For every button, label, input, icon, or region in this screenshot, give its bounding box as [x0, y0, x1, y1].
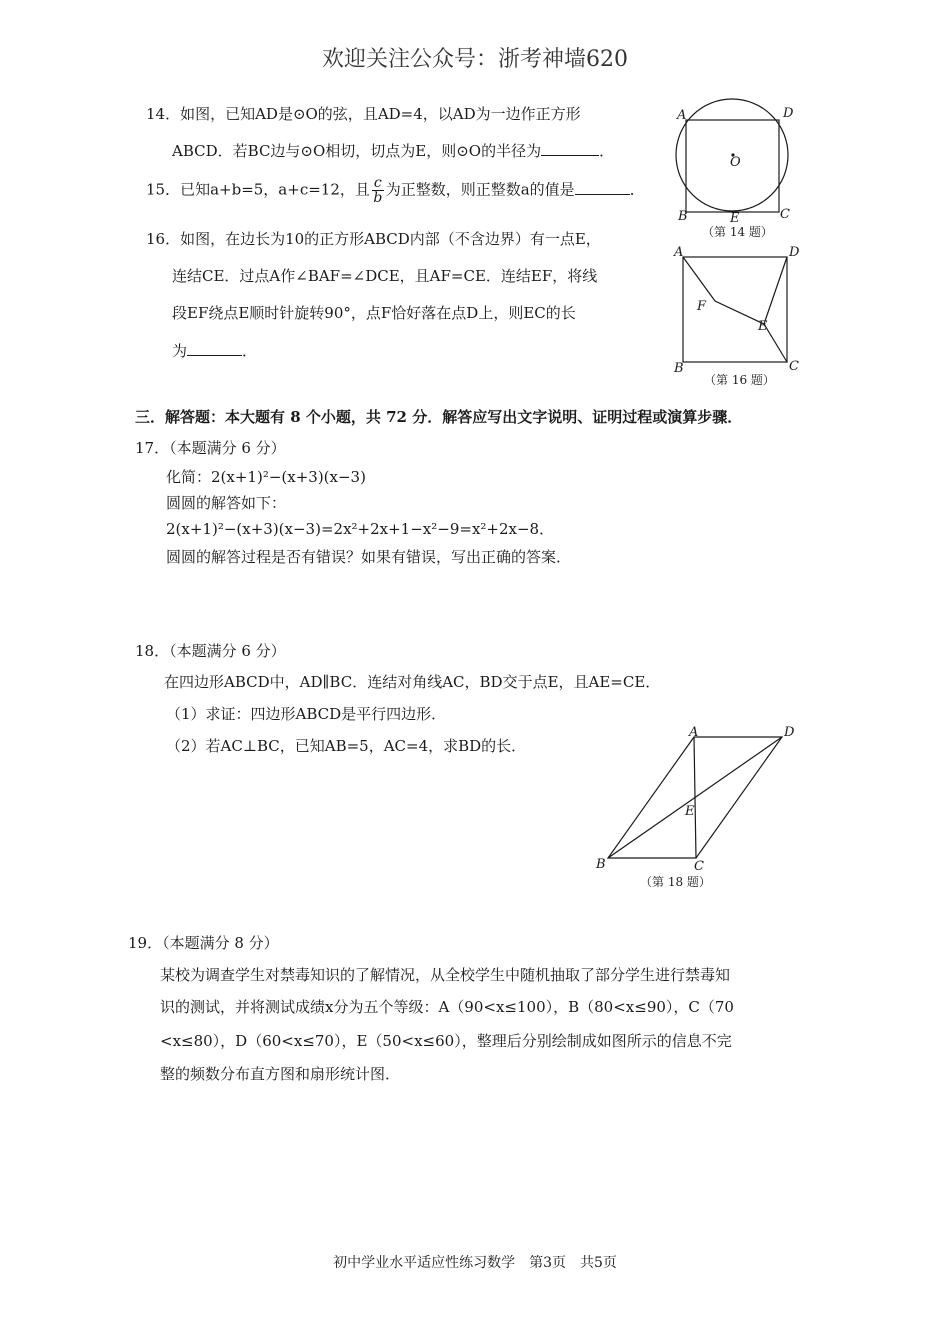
fig14-label-O: O: [730, 155, 741, 170]
fig18-caption: （第 18 题）: [640, 875, 711, 889]
q14-line2: [172, 140, 614, 161]
fig16-label-F: F: [697, 299, 707, 314]
fig16-label-B: B: [674, 361, 684, 376]
q15-answer-blank: [575, 179, 630, 195]
fig16-label-A: A: [674, 245, 684, 260]
figure-16: [668, 244, 808, 394]
q16-end: ．: [242, 342, 258, 360]
q19-line3: <x≤80），D（60<x≤70），E（50<x≤60），整理后分别绘制成如图所示的信息不完: [160, 1032, 732, 1050]
fig18-label-E: E: [685, 804, 695, 819]
fig18-label-D: D: [784, 725, 795, 740]
fig18-label-A: A: [689, 725, 699, 740]
q19-line1: 某校为调查学生对禁毒知识的了解情况，从全校学生中随机抽取了部分学生进行禁毒知: [160, 966, 731, 984]
q18-line1: 在四边形ABCD中，AD∥BC．连结对角线AC，BD交于点E，且AE=CE．: [164, 673, 661, 691]
fig14-label-B: B: [678, 209, 688, 224]
page-footer: 初中学业水平适应性练习数学 第3页 共5页: [333, 1255, 617, 1271]
figure-18: [590, 722, 800, 897]
section-3-heading: 三．解答题：本大题有 8 个小题，共 72 分．解答应写出文字说明、证明过程或演算步骤．: [135, 408, 743, 426]
q14-line2-text: ABCD．若BC边与⊙O相切，切点为E，则⊙O的半径为: [172, 142, 542, 160]
q15-fraction: [372, 176, 384, 205]
q17-line2: 圆圆的解答如下：: [166, 494, 287, 512]
fig14-caption: （第 14 题）: [702, 225, 773, 239]
q18-line2: （1）求证：四边形ABCD是平行四边形．: [166, 705, 447, 723]
q16-line2: 连结CE．过点A作∠BAF=∠DCE，且AF=CE．连结EF，将线: [172, 267, 598, 285]
fig14-label-E: E: [730, 211, 740, 226]
q17-title: 17．（本题满分 6 分）: [135, 439, 286, 457]
fig14-label-C: C: [780, 207, 790, 222]
q15-frac-den: b: [373, 190, 383, 206]
q15-post: 为正整数，则正整数a的值是: [385, 180, 575, 199]
q16-line4: [172, 340, 257, 361]
figure-14: [668, 95, 808, 245]
fig16-caption: （第 16 题）: [704, 373, 775, 387]
q18-title: 18．（本题满分 6 分）: [135, 642, 286, 660]
q17-line3: 2(x+1)²−(x+3)(x−3)=2x²+2x+1−x²−9=x²+2x−8．: [166, 520, 555, 538]
q17-line4: 圆圆的解答过程是否有错误？如果有错误，写出正确的答案．: [166, 548, 572, 566]
q15-pre: 15．已知a+b=5，a+c=12，且: [146, 180, 370, 199]
q16-line1: 16．如图，在边长为10的正方形ABCD内部（不含边界）有一点E，: [146, 230, 601, 248]
fig14-label-D: D: [783, 106, 794, 121]
fig18-diagonal-BD: [608, 737, 782, 858]
q19-line2: 识的测试，并将测试成绩x分为五个等级：A（90<x≤100），B（80<x≤90），C（70: [160, 998, 734, 1016]
page-banner: 欢迎关注公众号：浙考神墙620: [322, 47, 628, 72]
q18-line3: （2）若AC⊥BC，已知AB=5，AC=4，求BD的长．: [166, 737, 527, 755]
q16-line4-text: 为: [172, 342, 188, 360]
q14-answer-blank: [541, 140, 599, 156]
q19-title: 19．（本题满分 8 分）: [128, 934, 279, 952]
fig18-label-B: B: [596, 857, 606, 872]
q16-line3: 段EF绕点E顺时针旋转90°，点F恰好落在点D上，则EC的长: [172, 304, 576, 322]
q16-answer-blank: [187, 340, 242, 356]
q14-end: ．: [599, 142, 615, 160]
fig16-label-E: E: [758, 319, 768, 334]
q17-line1: 化简：2(x+1)²−(x+3)(x−3): [166, 468, 366, 486]
fig18-label-C: C: [694, 859, 704, 874]
q14-line1: 14．如图，已知AD是⊙O的弦，且AD=4，以AD为一边作正方形: [146, 105, 581, 123]
q15-line: [146, 176, 645, 205]
q15-end: ．: [629, 180, 645, 199]
fig16-label-D: D: [789, 245, 800, 260]
fig16-segment-ED: [764, 257, 787, 324]
q19-line4: 整的频数分布直方图和扇形统计图．: [160, 1065, 401, 1083]
fig14-label-A: A: [677, 108, 687, 123]
fig16-label-C: C: [789, 359, 799, 374]
q15-frac-num: c: [373, 175, 382, 191]
